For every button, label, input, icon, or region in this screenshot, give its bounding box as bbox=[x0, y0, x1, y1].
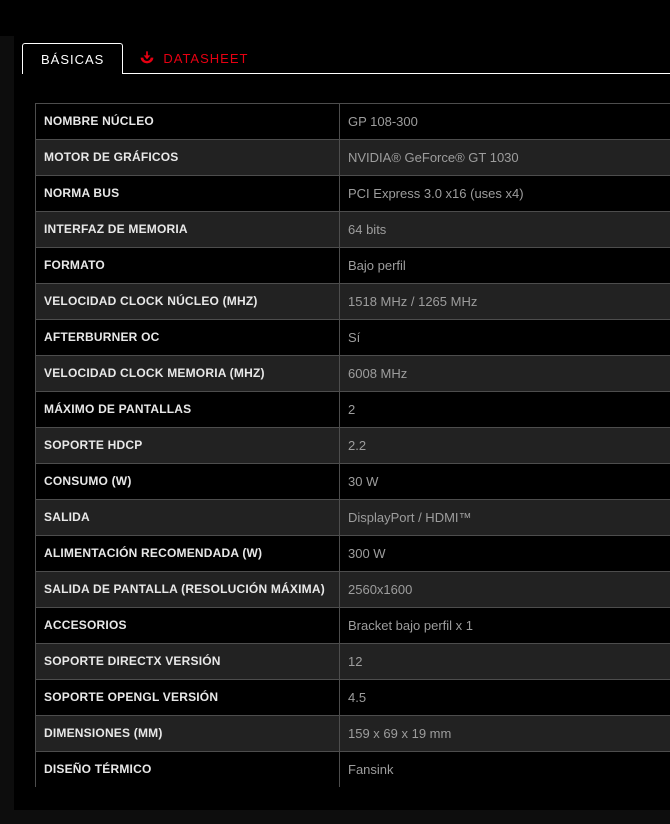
spec-value: DisplayPort / HDMI™ bbox=[340, 500, 670, 536]
spec-label: VELOCIDAD CLOCK MEMORIA (MHZ) bbox=[36, 356, 340, 392]
spec-label: SOPORTE HDCP bbox=[36, 428, 340, 464]
spec-value: Fansink bbox=[348, 762, 394, 777]
table-row bbox=[36, 392, 670, 428]
spec-value: 2560x1600 bbox=[340, 572, 670, 608]
table-row bbox=[36, 464, 670, 500]
spec-value: Bajo perfil bbox=[340, 248, 670, 284]
table-row bbox=[36, 680, 670, 716]
spec-value: GP 108-300 bbox=[340, 104, 670, 140]
spec-label: ACCESORIOS bbox=[36, 608, 340, 644]
table-row bbox=[36, 212, 670, 248]
table-row bbox=[36, 752, 670, 788]
tab-datasheet[interactable] bbox=[139, 50, 248, 66]
table-row bbox=[36, 176, 670, 212]
spec-value: Sí bbox=[340, 320, 670, 356]
table-row bbox=[36, 644, 670, 680]
spec-label: MÁXIMO DE PANTALLAS bbox=[36, 392, 340, 428]
spec-label: NORMA BUS bbox=[36, 176, 340, 212]
spec-label: CONSUMO (W) bbox=[36, 464, 340, 500]
spec-label: SOPORTE DIRECTX VERSIÓN bbox=[36, 644, 340, 680]
table-row bbox=[36, 536, 670, 572]
spec-value: 2.2 bbox=[340, 428, 670, 464]
tab-bar-rest bbox=[123, 43, 670, 74]
table-row bbox=[36, 356, 670, 392]
spec-value: 12 bbox=[340, 644, 670, 680]
table-row bbox=[36, 716, 670, 752]
tab-basicas[interactable] bbox=[22, 43, 123, 74]
table-row bbox=[36, 284, 670, 320]
spec-section bbox=[14, 36, 670, 810]
tab-basicas-label: BÁSICAS bbox=[41, 51, 105, 67]
spec-value: NVIDIA® GeForce® GT 1030 bbox=[340, 140, 670, 176]
spec-value: 64 bits bbox=[340, 212, 670, 248]
spec-table bbox=[35, 103, 670, 787]
top-black-band bbox=[0, 0, 670, 36]
table-row bbox=[36, 104, 670, 140]
table-row bbox=[36, 320, 670, 356]
spec-label: NOMBRE NÚCLEO bbox=[36, 104, 340, 140]
spec-value: Bracket bajo perfil x 1 bbox=[340, 608, 670, 644]
spec-label: SALIDA DE PANTALLA (RESOLUCIÓN MÁXIMA) bbox=[36, 572, 340, 608]
spec-label: FORMATO bbox=[36, 248, 340, 284]
spec-label: INTERFAZ DE MEMORIA bbox=[36, 212, 340, 248]
spec-table-body bbox=[36, 104, 670, 788]
spec-value: 30 W bbox=[340, 464, 670, 500]
spec-value: 159 x 69 x 19 mm bbox=[340, 716, 670, 752]
spec-value: 300 W bbox=[340, 536, 670, 572]
spec-label: SALIDA bbox=[36, 500, 340, 536]
tab-bar bbox=[14, 36, 670, 74]
download-icon bbox=[139, 50, 155, 66]
table-row bbox=[36, 572, 670, 608]
spec-label: DISEÑO TÉRMICO bbox=[36, 752, 340, 788]
spec-value: 1518 MHz / 1265 MHz bbox=[340, 284, 670, 320]
spec-label: ALIMENTACIÓN RECOMENDADA (W) bbox=[36, 536, 340, 572]
spec-value: 4.5 bbox=[340, 680, 670, 716]
spec-label: DIMENSIONES (MM) bbox=[36, 716, 340, 752]
table-row bbox=[36, 608, 670, 644]
spec-label: MOTOR DE GRÁFICOS bbox=[36, 140, 340, 176]
tab-datasheet-label: DATASHEET bbox=[163, 50, 249, 66]
spec-value: 6008 MHz bbox=[340, 356, 670, 392]
spec-label: AFTERBURNER OC bbox=[36, 320, 340, 356]
table-row bbox=[36, 500, 670, 536]
spec-label: VELOCIDAD CLOCK NÚCLEO (MHZ) bbox=[36, 284, 340, 320]
tab-bar-spacer bbox=[14, 43, 22, 74]
spec-value: PCI Express 3.0 x16 (uses x4) bbox=[340, 176, 670, 212]
spec-value: 2 bbox=[340, 392, 670, 428]
spec-label: SOPORTE OPENGL VERSIÓN bbox=[36, 680, 340, 716]
table-row bbox=[36, 428, 670, 464]
table-row bbox=[36, 248, 670, 284]
table-row bbox=[36, 140, 670, 176]
